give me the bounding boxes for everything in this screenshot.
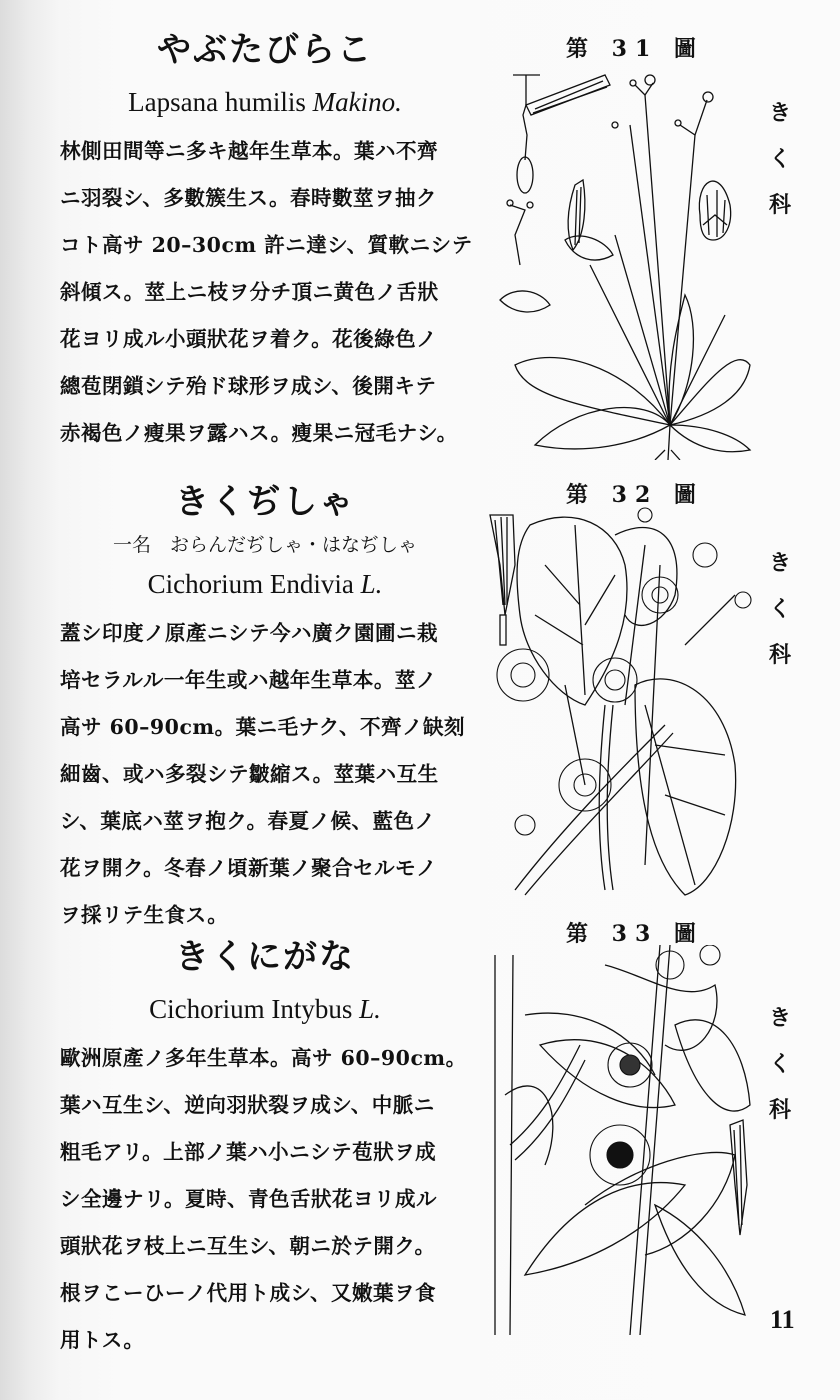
text-line: 根ヲこーひーノ代用ト成シ、又嫩葉ヲ食 (60, 1281, 436, 1305)
text-line: 林側田間等ニ多キ越年生草本。葉ハ不齊 (60, 139, 438, 163)
figure-label-31: 第 31 圖 (566, 36, 704, 62)
figure-label-32: 第 32 圖 (566, 482, 704, 508)
entry-description (60, 610, 470, 939)
text-line: ニ羽裂シ、多數簇生ス。春時數莖ヲ抽ク (60, 186, 437, 210)
page-number: 11 (770, 1305, 795, 1334)
entry-title: やぶたびらこ (157, 30, 373, 70)
family-label (765, 995, 795, 1133)
text-line: 花ヨリ成ル小頭狀花ヲ着ク。花後綠色ノ (60, 327, 438, 351)
text-line: 粗毛アリ。上部ノ葉ハ小ニシテ苞狀ヲ成 (60, 1140, 437, 1164)
text-line: コト高サ 20–30cm 許ニ達シ、質軟ニシテ (60, 233, 473, 257)
entry-description (60, 1035, 470, 1364)
latin-author: L. (359, 994, 381, 1024)
family-char: く (768, 1051, 791, 1077)
family-char: く (768, 596, 791, 622)
entry-title: きくぢしゃ (175, 482, 355, 522)
alternate-names: 一名 おらんだぢしゃ・はなぢしゃ (112, 534, 417, 556)
figure-label-33: 第 33 圖 (566, 921, 704, 947)
family-char: 科 (768, 1097, 791, 1123)
text-line: 斜傾ス。莖上ニ枝ヲ分チ頂ニ黄色ノ舌狀 (60, 280, 439, 304)
latin-name (60, 989, 470, 1029)
entry-description (60, 128, 473, 457)
family-char: き (768, 550, 791, 576)
text-line: 蓋シ印度ノ原產ニシテ今ハ廣ク園圃ニ栽 (60, 621, 438, 645)
entry-31 (60, 28, 473, 457)
latin-genus-species: Lapsana humilis (128, 87, 306, 117)
latin-author: Makino. (312, 87, 402, 117)
plant-illustration-31 (495, 65, 760, 460)
text-line: 培セラルル一年生或ハ越年生草本。莖ノ (60, 668, 437, 692)
text-line: 葉ハ互生シ、逆向羽狀裂ヲ成シ、中脈ニ (60, 1093, 435, 1117)
latin-genus-species: Cichorium Endivia (147, 569, 354, 599)
text-line: 總苞閉鎖シテ殆ド球形ヲ成シ、後開キテ (60, 374, 437, 398)
text-line: 頭狀花ヲ枝上ニ互生シ、朝ニ於テ開ク。 (60, 1234, 436, 1258)
entry-title: きくにがな (175, 937, 355, 977)
text-line: 高サ 60–90cm。葉ニ毛ナク、不齊ノ缺刻 (60, 715, 465, 739)
family-char: く (768, 146, 791, 172)
latin-name (60, 82, 470, 122)
text-line: 細齒、或ハ多裂シテ皺縮ス。莖葉ハ互生 (60, 762, 439, 786)
family-char: 科 (768, 642, 791, 668)
latin-author: L. (360, 569, 383, 599)
latin-name (60, 564, 470, 604)
text-line: シ全邊ナリ。夏時、青色舌狀花ヨリ成ル (60, 1187, 437, 1211)
entry-33 (60, 935, 470, 1364)
text-line: 歐洲原產ノ多年生草本。高サ 60–90cm。 (60, 1046, 467, 1070)
text-line: 赤褐色ノ瘦果ヲ露ハス。瘦果ニ冠毛ナシ。 (60, 421, 458, 445)
latin-genus-species: Cichorium Intybus (149, 994, 353, 1024)
text-line: 用トス。 (60, 1328, 145, 1352)
family-label (765, 540, 795, 678)
family-char: き (768, 100, 791, 126)
plant-illustration-32 (485, 505, 760, 900)
text-line: シ、葉底ハ莖ヲ抱ク。春夏ノ候、藍色ノ (60, 809, 436, 833)
text-line: 花ヲ開ク。冬春ノ頃新葉ノ聚合セルモノ (60, 856, 437, 880)
plant-illustration-33 (485, 945, 755, 1335)
family-label (765, 90, 795, 228)
family-char: き (768, 1005, 791, 1031)
entry-32 (60, 480, 470, 939)
family-char: 科 (768, 192, 791, 218)
text-line: ヲ採リテ生食ス。 (60, 903, 229, 927)
